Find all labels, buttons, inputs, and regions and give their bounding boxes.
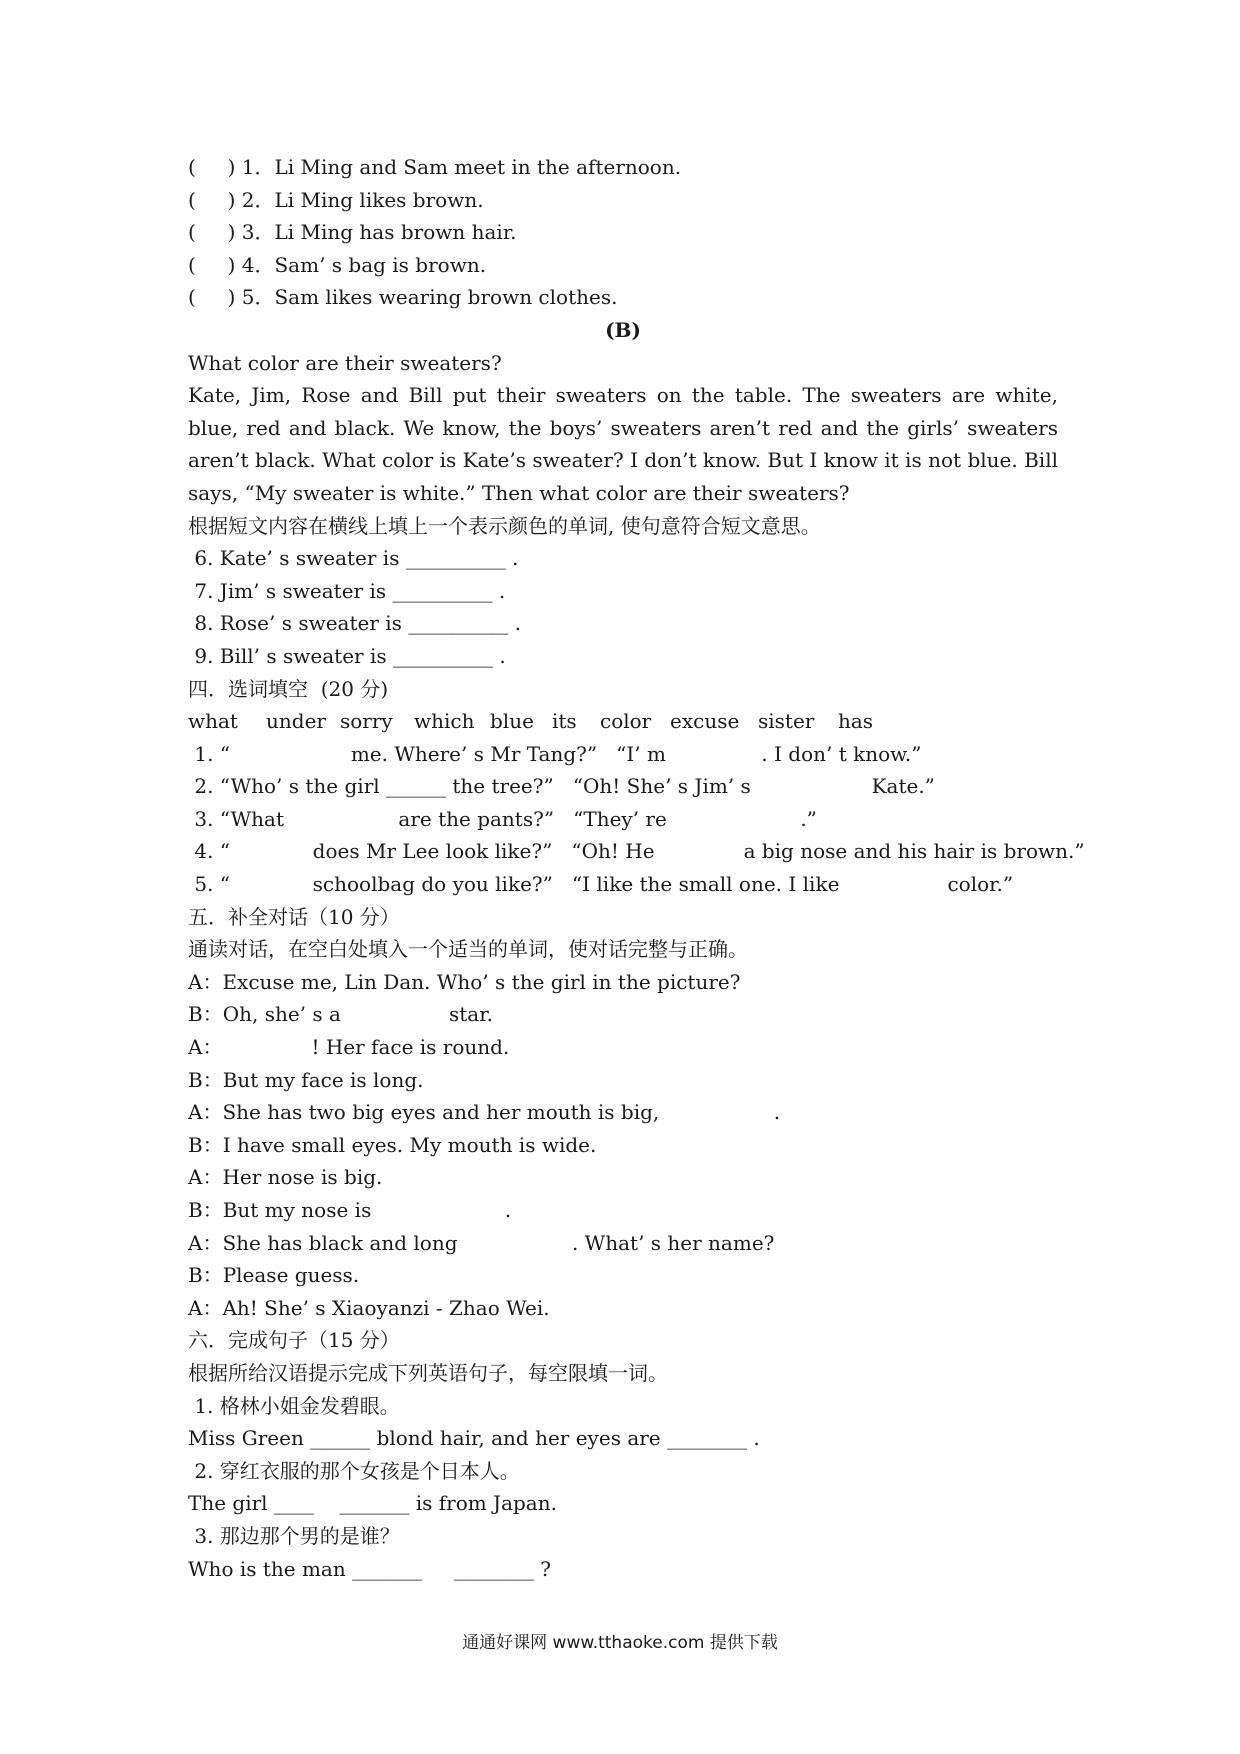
section-b [188,314,1058,673]
word-bank-item: sister [758,709,815,734]
dialogue-line: B：I have small eyes. My mouth is wide. [188,1132,597,1157]
dialogue-line: B：But my nose is . [188,1198,512,1223]
section-b-passage: Kate, Jim, Rose and Bill put their sweaters on the table. The sweaters are white, blue, red and black. We know, the boys’ sweaters aren’t red and the girls’ sweaters aren’t black. What color is Kate’s sweater? I don’t know. But I know it is not blue. Bill says, “My sweater is white.” Then what color are their sweaters? [188,383,1058,505]
section-6 [188,1324,1058,1585]
word-bank-item: excuse [670,709,740,734]
section-5-heading: 五．补全对话（10 分） [188,904,400,929]
word-bank-item: which [414,709,475,734]
true-false-item: ( ) 5．Sam likes wearing brown clothes. [188,285,618,310]
fill-item: 6. Kate’ s sweater is __________ . [188,546,519,571]
dialogue-line: A：Her nose is big. [188,1165,383,1190]
section-6-heading: 六．完成句子（15 分） [188,1328,400,1353]
word-bank-item: sorry [340,709,393,734]
fill-item: 5. “ schoolbag do you like?” “I like the small one. I like color.” [188,872,1014,897]
section-b-heading: (B) [605,317,641,342]
word-bank-item: its [552,709,577,734]
chinese-prompt: 2. 穿红衣服的那个女孩是个日本人。 [188,1458,520,1483]
english-sentence: Miss Green ______ blond hair, and her eyes are ________ . [188,1426,760,1451]
dialogue-line: A： ! Her face is round. [188,1035,510,1060]
fill-item: 3. “What are the pants?” “They’ re .” [188,806,817,831]
section-b-question: What color are their sweaters? [188,350,502,375]
english-sentence: Who is the man _______ ________ ? [188,1556,551,1581]
section-4 [188,673,1085,901]
chinese-prompt: 1. 格林小姐金发碧眼。 [188,1393,400,1418]
true-false-item: ( ) 2．Li Ming likes brown. [188,187,484,212]
dialogue-line: A：Ah! She’ s Xiaoyanzi - Zhao Wei. [188,1295,550,1320]
section-5 [188,901,1058,1325]
fill-item: 7. Jim’ s sweater is __________ . [188,578,506,603]
fill-item: 2. “Who’ s the girl ______ the tree?” “Oh! She’ s Jim’ s Kate.” [188,774,935,799]
dialogue-line: A：Excuse me, Lin Dan. Who’ s the girl in the picture? [188,969,741,994]
fill-item: 8. Rose’ s sweater is __________ . [188,611,521,636]
english-sentence: The girl ____ _______ is from Japan. [188,1491,557,1516]
dialogue-line: A：She has black and long . What’ s her name? [188,1230,775,1255]
word-bank [188,705,1058,738]
document-body [188,151,1085,1585]
section-5-instruction: 通读对话，在空白处填入一个适当的单词，使对话完整与正确。 [188,937,748,962]
fill-item: 4. “ does Mr Lee look like?” “Oh! He a big nose and his hair is brown.” [188,839,1085,864]
word-bank-item: color [600,709,652,734]
word-bank-item: under [266,709,326,734]
page-footer: 通通好课网 www.tthaoke.com 提供下载 [462,1633,778,1653]
chinese-prompt: 3. 那边那个男的是谁？ [188,1523,400,1548]
word-bank-item: what [188,709,238,734]
part-a-items [188,151,1058,314]
fill-item: 1. “ me. Where’ s Mr Tang?” “I’ m . I don’ t know.” [188,741,922,766]
word-bank-item: has [838,709,874,734]
section-b-instruction: 根据短文内容在横线上填上一个表示颜色的单词, 使句意符合短文意思。 [188,513,821,538]
true-false-item: ( ) 1．Li Ming and Sam meet in the afternoon. [188,155,682,179]
dialogue-line: B：But my face is long. [188,1067,424,1092]
section-4-heading: 四．选词填空 (20 分) [188,676,389,701]
word-bank-item: blue [490,709,534,734]
dialogue-line: A：She has two big eyes and her mouth is big, . [188,1100,781,1125]
section-6-instruction: 根据所给汉语提示完成下列英语句子，每空限填一词。 [188,1360,668,1385]
fill-item: 9. Bill’ s sweater is __________ . [188,643,506,668]
dialogue-line: B：Oh, she’ s a star. [188,1002,493,1027]
true-false-item: ( ) 3．Li Ming has brown hair. [188,220,517,245]
true-false-item: ( ) 4．Sam’ s bag is brown. [188,252,487,277]
dialogue-line: B：Please guess. [188,1263,360,1288]
